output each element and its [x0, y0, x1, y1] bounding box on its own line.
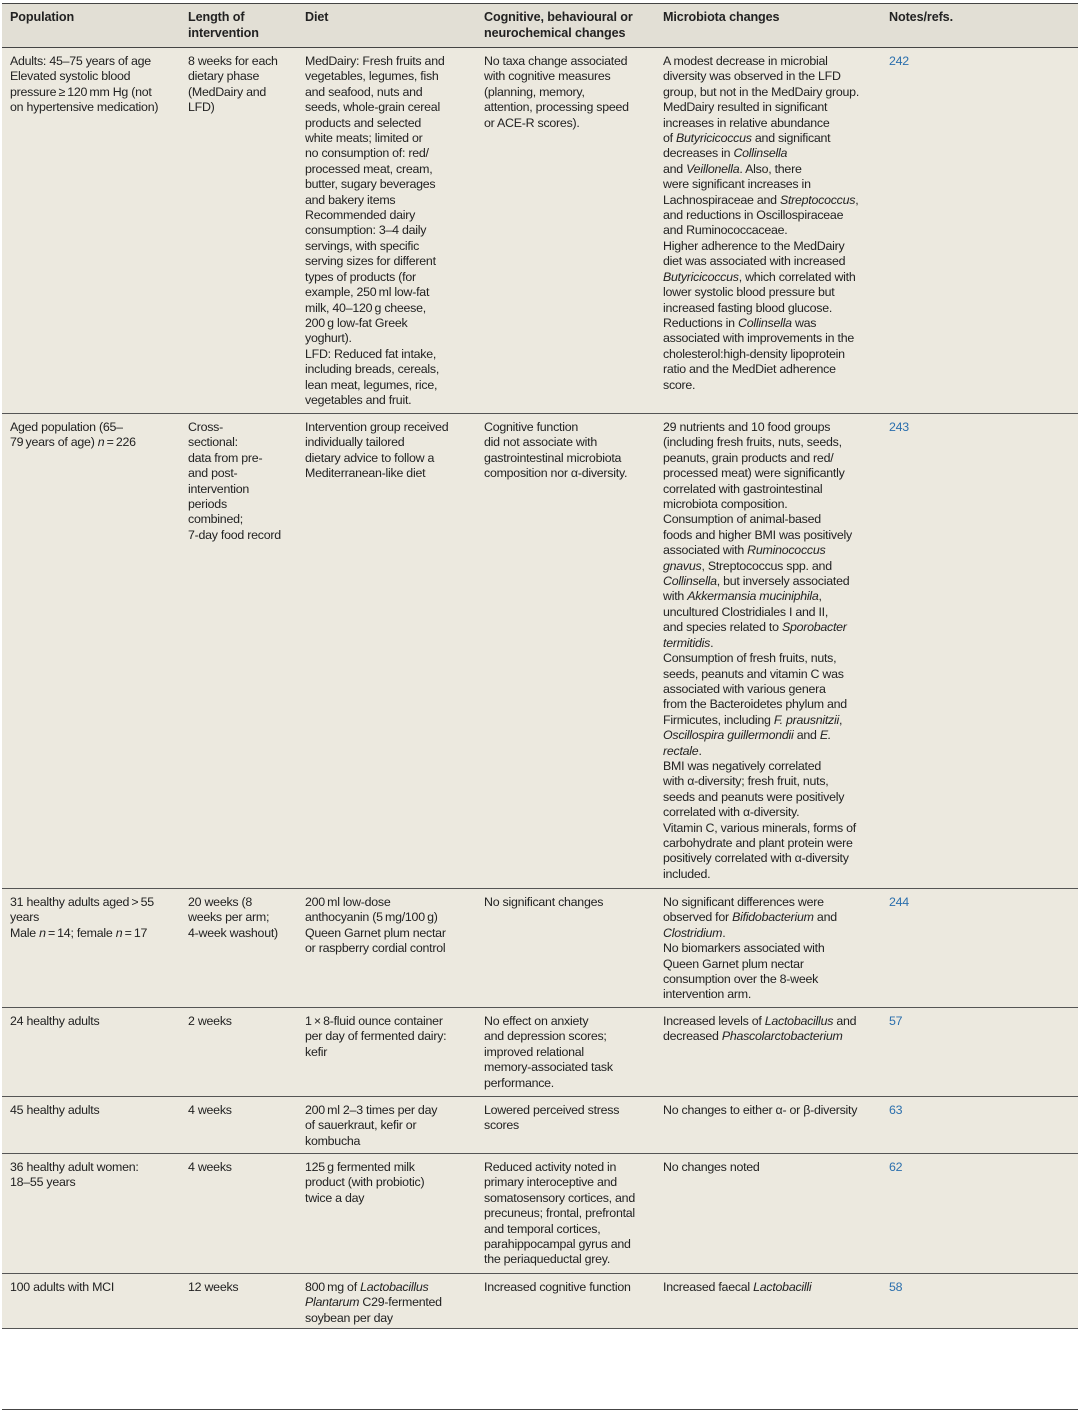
- cell-length-of-intervention: [188, 1274, 238, 1295]
- cell-line: 36 healthy adult women:: [10, 1160, 139, 1174]
- cell-line: (planning, memory,: [484, 84, 585, 99]
- italic-taxon-run: Collinsella: [733, 146, 788, 161]
- cell-cognitive-changes: [484, 889, 603, 910]
- cell-line: 4-week washout): [188, 925, 278, 940]
- cell-line: combined;: [188, 512, 243, 527]
- cell-microbiota-changes: [663, 1154, 760, 1175]
- cell-line: types of products (for: [305, 269, 416, 284]
- italic-taxon-run: Phascolarctobacterium: [721, 1029, 843, 1044]
- header-line: Notes/refs.: [889, 10, 953, 24]
- text-run: and: [813, 910, 837, 925]
- text-run: . Also, there: [739, 161, 802, 176]
- cell-line: individually tailored: [305, 435, 405, 450]
- cell-line: Consumption of fresh fruits, nuts,: [663, 651, 837, 666]
- text-run: decreased: [663, 1029, 722, 1044]
- cell-line: milk, 40–120 g cheese,: [305, 300, 426, 315]
- cell-line: did not associate with: [484, 435, 597, 450]
- cell-line: from the Bacteroidetes phylum and: [663, 697, 847, 712]
- reference-link[interactable]: 57: [889, 1014, 903, 1028]
- cell-line: soybean per day: [305, 1310, 393, 1325]
- cell-line: foods and higher BMI was positively: [663, 527, 852, 542]
- text-run: Increased faecal: [663, 1280, 754, 1294]
- cell-line: [663, 589, 856, 604]
- cell-line: 45 healthy adults: [10, 1103, 100, 1117]
- cell-line: [663, 574, 856, 589]
- text-run: , which correlated with: [738, 269, 856, 284]
- cell-line: included.: [663, 866, 711, 881]
- cell-diet: [305, 1008, 446, 1060]
- reference-link[interactable]: 244: [889, 895, 909, 909]
- cell-population: [10, 1154, 139, 1191]
- header-line: neurochemical changes: [484, 26, 626, 40]
- cell-line: 2 weeks: [188, 1014, 232, 1028]
- italic-taxon-run: n: [97, 435, 105, 450]
- text-run: , Streptococcus spp. and: [701, 558, 832, 573]
- cell-line: 20 weeks (8: [188, 895, 253, 909]
- text-run: and: [833, 1014, 857, 1028]
- cell-line: and temporal cortices,: [484, 1221, 601, 1236]
- cell-line: diversity was observed in the LFD: [663, 69, 841, 84]
- cell-line: intervention arm.: [663, 987, 752, 1002]
- italic-taxon-run: Butyricicoccus: [663, 269, 739, 284]
- cell-line: No changes noted: [663, 1160, 760, 1174]
- cell-line: No significant changes: [484, 895, 604, 909]
- cell-line: of sauerkraut, kefir or: [305, 1118, 417, 1133]
- cell-line: Aged population (65–: [10, 420, 123, 434]
- italic-taxon-run: n: [115, 925, 123, 940]
- cell-microbiota-changes: [663, 414, 856, 882]
- text-run: and: [663, 161, 687, 176]
- cell-line: 200 ml 2–3 times per day: [305, 1103, 438, 1117]
- cell-line: 7-day food record: [188, 527, 281, 542]
- italic-taxon-run: rectale: [663, 743, 699, 758]
- header-line: intervention: [188, 26, 259, 40]
- column-header-population: [10, 4, 74, 25]
- cell-line: Higher adherence to the MedDairy: [663, 238, 845, 253]
- cell-line: A modest decrease in microbial: [663, 54, 828, 68]
- text-run: 800 mg of: [305, 1280, 361, 1294]
- cell-line: No effect on anxiety: [484, 1014, 589, 1028]
- cell-line: butter, sugary beverages: [305, 177, 436, 192]
- italic-taxon-run: n: [39, 925, 46, 940]
- cell-line: [663, 1014, 856, 1029]
- cell-cognitive-changes: [484, 48, 629, 131]
- text-run: C29-fermented: [359, 1295, 442, 1310]
- cell-population: [10, 889, 154, 941]
- cell-cognitive-changes: [484, 414, 627, 482]
- cell-line: No biomarkers associated with: [663, 941, 825, 956]
- cell-line: scores: [484, 1118, 519, 1133]
- column-header-cognitive-changes: [484, 4, 633, 41]
- cell-notes-refs: [889, 889, 909, 910]
- cell-line: [305, 1295, 442, 1310]
- cell-line: servings, with specific: [305, 238, 420, 253]
- cell-line: positively correlated with α-diversity: [663, 851, 849, 866]
- text-run: ,: [855, 192, 859, 207]
- cell-line: years: [10, 910, 40, 925]
- cell-line: [663, 1029, 856, 1044]
- cell-line: weeks per arm;: [188, 910, 270, 925]
- cell-line: or ACE-R scores).: [484, 115, 580, 130]
- cell-line: and seafood, nuts and: [305, 84, 423, 99]
- italic-taxon-run: Streptococcus: [779, 192, 856, 207]
- cell-notes-refs: [889, 48, 909, 69]
- text-run: Lachnospiraceae and: [663, 192, 780, 207]
- cell-line: MedDairy: Fresh fruits and: [305, 54, 445, 68]
- cell-microbiota-changes: [663, 48, 859, 393]
- cell-line: [663, 146, 859, 161]
- cell-diet: [305, 1274, 442, 1326]
- italic-taxon-run: Plantarum: [305, 1295, 360, 1310]
- cell-notes-refs: [889, 1274, 902, 1295]
- reference-link[interactable]: 62: [889, 1160, 903, 1174]
- cell-diet: [305, 1097, 437, 1149]
- cell-line: seeds, whole-grain cereal: [305, 100, 440, 115]
- cell-line: anthocyanin (5 mg/100 g): [305, 910, 438, 925]
- cell-line: data from pre-: [188, 450, 263, 465]
- cell-line: associated with various genera: [663, 681, 826, 696]
- cell-line: 4 weeks: [188, 1160, 232, 1174]
- cell-line: no consumption of: red/: [305, 146, 429, 161]
- header-line: Cognitive, behavioural or: [484, 10, 633, 24]
- cell-line: [663, 636, 856, 651]
- cell-line: with α-diversity; fresh fruit, nuts,: [663, 774, 829, 789]
- cell-microbiota-changes: [663, 1008, 856, 1045]
- cell-line: and bakery items: [305, 192, 396, 207]
- header-line: Length of: [188, 10, 245, 24]
- cell-line: [663, 910, 837, 925]
- cell-line: Queen Garnet plum nectar: [663, 956, 804, 971]
- cell-line: performance.: [484, 1075, 555, 1090]
- table-row: [2, 48, 1078, 414]
- cell-cognitive-changes: [484, 1097, 619, 1134]
- text-run: observed for: [663, 910, 733, 925]
- cell-line: 100 adults with MCI: [10, 1280, 115, 1294]
- header-line: Microbiota changes: [663, 10, 780, 24]
- italic-taxon-run: Ruminococcus: [747, 543, 826, 558]
- text-run: and: [793, 728, 820, 743]
- cell-line: precuneus; frontal, prefrontal: [484, 1206, 635, 1221]
- cell-line: [663, 559, 856, 574]
- table-header: [2, 4, 1078, 48]
- italic-taxon-run: E.: [819, 728, 832, 743]
- text-run: and species related to: [663, 620, 782, 635]
- cell-line: No changes to either α- or β-diversity: [663, 1103, 858, 1117]
- cell-line: vegetables, legumes, fish: [305, 69, 439, 84]
- text-run: Male: [10, 925, 40, 940]
- cell-length-of-intervention: [188, 1154, 232, 1175]
- cell-line: consumption over the 8-week: [663, 972, 819, 987]
- cell-line: LFD: Reduced fat intake,: [305, 346, 437, 361]
- cell-line: Increased cognitive function: [484, 1280, 631, 1294]
- table-row: [2, 1274, 1078, 1329]
- cell-line: [663, 131, 859, 146]
- cell-line: BMI was negatively correlated: [663, 758, 822, 773]
- cell-line: correlated with α-diversity.: [663, 805, 800, 820]
- cell-line: [663, 162, 859, 177]
- cell-line: (including fresh fruits, nuts, seeds,: [663, 435, 842, 450]
- cell-line: and post-: [188, 466, 238, 481]
- italic-taxon-run: Clostridium: [663, 925, 723, 940]
- cell-line: 1 × 8-fluid ounce container: [305, 1014, 443, 1028]
- text-run: associated with: [663, 543, 748, 558]
- text-run: , but inversely associated: [716, 574, 850, 589]
- cell-line: [663, 543, 856, 558]
- text-run: 79 years of age): [10, 435, 98, 450]
- italic-taxon-run: F. prausnitzii: [773, 712, 840, 727]
- cell-line: 8 weeks for each: [188, 54, 278, 68]
- column-header-microbiota-changes: [663, 4, 779, 25]
- cell-line: associated with improvements in the: [663, 331, 854, 346]
- cell-line: 29 nutrients and 10 food groups: [663, 420, 831, 434]
- cell-population: [10, 414, 136, 451]
- text-run: = 226: [104, 435, 136, 450]
- text-run: decreases in: [663, 146, 734, 161]
- studies-table: [2, 3, 1078, 1329]
- cell-cognitive-changes: [484, 1274, 631, 1295]
- italic-taxon-run: termitidis: [663, 635, 711, 650]
- cell-line: primary interoceptive and: [484, 1175, 617, 1190]
- cell-line: Mediterranean-like diet: [305, 466, 426, 481]
- cell-line: on hypertensive medication): [10, 100, 159, 115]
- cell-line: [663, 1280, 811, 1295]
- cell-microbiota-changes: [663, 1097, 857, 1118]
- cell-notes-refs: [889, 414, 909, 435]
- italic-taxon-run: Sporobacter: [781, 620, 847, 635]
- cell-line: Queen Garnet plum nectar: [305, 925, 446, 940]
- cell-line: peanuts, grain products and red/: [663, 450, 834, 465]
- cell-line: example, 250 ml low-fat: [305, 285, 430, 300]
- cell-line: Consumption of animal-based: [663, 512, 821, 527]
- cell-line: white meats; limited or: [305, 131, 423, 146]
- cell-line: [10, 926, 154, 941]
- cell-line: consumption: 3–4 daily: [305, 223, 427, 238]
- cell-line: composition nor α-diversity.: [484, 466, 628, 481]
- table-row: [2, 1154, 1078, 1274]
- cell-line: MedDairy resulted in significant: [663, 100, 828, 115]
- cell-line: lower systolic blood pressure but: [663, 285, 835, 300]
- cell-line: [663, 620, 856, 635]
- cell-line: LFD): [188, 100, 215, 115]
- cell-line: 12 weeks: [188, 1280, 239, 1294]
- text-run: with: [663, 589, 688, 604]
- cell-line: group, but not in the MedDairy group.: [663, 84, 860, 99]
- cell-line: and Ruminococcaceae.: [663, 223, 788, 238]
- cell-line: Intervention group received: [305, 420, 449, 434]
- italic-taxon-run: Lactobacillus: [360, 1280, 429, 1294]
- text-run: was: [791, 315, 817, 330]
- cell-line: [663, 193, 859, 208]
- cell-line: increased fasting blood glucose.: [663, 300, 833, 315]
- cell-line: microbiota composition.: [663, 497, 788, 512]
- column-header-length-of-intervention: [188, 4, 259, 41]
- cell-population: [10, 1008, 99, 1029]
- cell-line: 200 g low-fat Greek: [305, 315, 408, 330]
- reference-link[interactable]: 243: [889, 420, 909, 434]
- text-run: ,: [839, 712, 843, 727]
- cell-line: [663, 744, 856, 759]
- cell-microbiota-changes: [663, 1274, 811, 1295]
- italic-taxon-run: Bifidobacterium: [732, 910, 814, 925]
- table-row: [2, 414, 1078, 889]
- reference-link[interactable]: 58: [889, 1280, 903, 1294]
- cell-line: processed meat, cream,: [305, 161, 433, 176]
- cell-cognitive-changes: [484, 1008, 613, 1091]
- cell-line: including breads, cereals,: [305, 362, 440, 377]
- cell-line: products and selected: [305, 115, 421, 130]
- cell-line: kefir: [305, 1044, 328, 1059]
- cell-length-of-intervention: [188, 414, 281, 543]
- cell-microbiota-changes: [663, 889, 837, 1003]
- cell-line: 24 healthy adults: [10, 1014, 100, 1028]
- cell-line: kombucha: [305, 1133, 361, 1148]
- cell-line: twice a day: [305, 1190, 365, 1205]
- cell-line: seeds, peanuts and vitamin C was: [663, 666, 844, 681]
- cell-line: [305, 1280, 442, 1295]
- column-header-diet: [305, 4, 328, 25]
- text-run: .: [722, 925, 726, 940]
- cell-diet: [305, 414, 448, 482]
- cell-line: [10, 435, 136, 450]
- text-run: of: [663, 131, 677, 146]
- cell-line: Elevated systolic blood: [10, 69, 131, 84]
- cell-line: intervention: [188, 481, 250, 496]
- cell-line: ratio and the MedDiet adherence: [663, 362, 836, 377]
- cell-line: yoghurt).: [305, 331, 352, 346]
- cell-line: per day of fermented dairy:: [305, 1029, 447, 1044]
- cell-line: [663, 316, 859, 331]
- table-row: [2, 1097, 1078, 1154]
- cell-line: uncultured Clostridiales I and II,: [663, 604, 829, 619]
- header-line: Population: [10, 10, 75, 24]
- cell-length-of-intervention: [188, 1008, 232, 1029]
- cell-line: seeds and peanuts were positively: [663, 789, 845, 804]
- cell-line: Adults: 45–75 years of age: [10, 54, 151, 68]
- cell-line: with cognitive measures: [484, 69, 611, 84]
- cell-line: carbohydrate and plant protein were: [663, 835, 853, 850]
- italic-taxon-run: gnavus: [663, 558, 702, 573]
- cell-cognitive-changes: [484, 1154, 635, 1268]
- text-run: .: [710, 635, 714, 650]
- cell-length-of-intervention: [188, 48, 278, 116]
- cell-length-of-intervention: [188, 1097, 232, 1118]
- cell-population: [10, 48, 158, 116]
- text-run: Firmicutes, including: [663, 712, 774, 727]
- reference-link[interactable]: 242: [889, 54, 909, 68]
- text-run: and significant: [751, 131, 831, 146]
- table-row: [2, 1008, 1078, 1097]
- cell-line: memory-associated task: [484, 1060, 613, 1075]
- cell-line: attention, processing speed: [484, 100, 629, 115]
- cell-line: or raspberry cordial control: [305, 941, 446, 956]
- cell-line: [663, 926, 837, 941]
- reference-link[interactable]: 63: [889, 1103, 903, 1117]
- cell-line: were significant increases in: [663, 177, 811, 192]
- cell-line: lean meat, legumes, rice,: [305, 377, 438, 392]
- cell-line: 4 weeks: [188, 1103, 232, 1117]
- cell-line: [663, 270, 859, 285]
- cell-line: pressure ≥ 120 mm Hg (not: [10, 84, 152, 99]
- cell-diet: [305, 889, 446, 957]
- cell-population: [10, 1097, 99, 1118]
- cell-line: gastrointestinal microbiota: [484, 450, 622, 465]
- cell-notes-refs: [889, 1097, 902, 1118]
- italic-taxon-run: Lactobacillus: [764, 1014, 834, 1028]
- cell-line: vegetables and fruit.: [305, 392, 412, 407]
- italic-taxon-run: Butyricicoccus: [676, 131, 752, 146]
- text-run: .: [698, 743, 702, 758]
- cell-line: periods: [188, 497, 227, 512]
- cell-line: processed meat) were significantly: [663, 466, 845, 481]
- cell-line: sectional:: [188, 435, 238, 450]
- cell-line: Lowered perceived stress: [484, 1103, 620, 1117]
- cell-line: increases in relative abundance: [663, 115, 830, 130]
- cell-notes-refs: [889, 1154, 902, 1175]
- cell-population: [10, 1274, 114, 1295]
- cell-line: parahippocampal gyrus and: [484, 1237, 631, 1252]
- table-row: [2, 889, 1078, 1008]
- cell-line: 18–55 years: [10, 1175, 76, 1190]
- cell-diet: [305, 48, 444, 408]
- cell-line: serving sizes for different: [305, 254, 436, 269]
- cell-line: correlated with gastrointestinal: [663, 481, 823, 496]
- cell-length-of-intervention: [188, 889, 278, 941]
- cell-line: (MedDairy and: [188, 84, 267, 99]
- cell-line: Cross-: [188, 420, 223, 434]
- text-run: = 17: [122, 925, 148, 940]
- cell-line: cholesterol:high-density lipoprotein: [663, 346, 845, 361]
- cell-line: Vitamin C, various minerals, forms of: [663, 820, 856, 835]
- column-header-notes-refs: [889, 4, 953, 25]
- cell-line: No taxa change associated: [484, 54, 628, 68]
- header-line: Diet: [305, 10, 329, 24]
- cell-line: Cognitive function: [484, 420, 578, 434]
- cell-line: No significant differences were: [663, 895, 824, 909]
- italic-taxon-run: Veillonella: [686, 161, 740, 176]
- cell-line: 125 g fermented milk: [305, 1160, 415, 1174]
- cell-line: somatosensory cortices, and: [484, 1190, 635, 1205]
- text-run: Reductions in: [663, 315, 739, 330]
- italic-taxon-run: Collinsella: [663, 574, 717, 589]
- text-run: ,: [818, 589, 822, 604]
- italic-taxon-run: Akkermansia muciniphila: [687, 589, 819, 604]
- cell-diet: [305, 1154, 424, 1206]
- cell-line: score.: [663, 377, 696, 392]
- text-run: = 14; female: [45, 925, 116, 940]
- cell-line: Reduced activity noted in: [484, 1160, 617, 1174]
- cell-notes-refs: [889, 1008, 902, 1029]
- cell-line: Recommended dairy: [305, 208, 416, 223]
- italic-taxon-run: Oscillospira guillermondii: [663, 728, 794, 743]
- cell-line: [663, 713, 856, 728]
- cell-line: 31 healthy adults aged > 55: [10, 895, 154, 909]
- italic-taxon-run: Lactobacilli: [753, 1280, 812, 1294]
- text-run: Increased levels of: [663, 1014, 765, 1028]
- cell-line: improved relational: [484, 1044, 584, 1059]
- cell-line: dietary phase: [188, 69, 260, 84]
- cell-line: dietary advice to follow a: [305, 450, 435, 465]
- cell-line: [663, 728, 856, 743]
- table-bottom-rule: [2, 1409, 1078, 1410]
- cell-line: 200 ml low-dose: [305, 895, 391, 909]
- cell-line: and reductions in Oscillospiraceae: [663, 208, 844, 223]
- italic-taxon-run: Collinsella: [738, 315, 792, 330]
- cell-line: and depression scores;: [484, 1029, 607, 1044]
- cell-line: the periaqueductal grey.: [484, 1252, 611, 1267]
- cell-line: diet was associated with increased: [663, 254, 846, 269]
- cell-line: product (with probiotic): [305, 1175, 425, 1190]
